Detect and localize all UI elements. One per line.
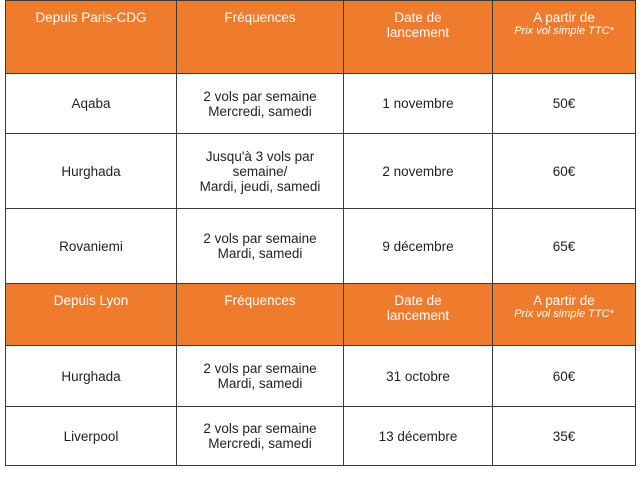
header-origin: Depuis Paris-CDG <box>6 1 177 74</box>
header-price <box>493 1 636 74</box>
header-price-line2: Prix vol simple TTC* <box>514 308 614 320</box>
destination-cell: Liverpool <box>6 407 177 466</box>
header-frequencies: Fréquences <box>177 1 344 74</box>
header-launch-date <box>344 1 493 74</box>
price-cell: 50€ <box>493 74 636 134</box>
header-price-line1: A partir de <box>533 293 595 308</box>
header-row-lyon <box>6 284 636 346</box>
frequency-line: 2 vols par semaine <box>203 88 317 104</box>
frequency-cell <box>177 134 344 209</box>
destination-cell: Hurghada <box>6 346 177 407</box>
price-cell: 60€ <box>493 134 636 209</box>
frequency-line: 2 vols par semaine <box>203 361 317 376</box>
frequency-cell <box>177 74 344 134</box>
destination-cell: Rovaniemi <box>6 209 177 284</box>
header-launch-date <box>344 284 493 346</box>
price-cell: 60€ <box>493 346 636 407</box>
table-row <box>6 407 636 466</box>
price-cell: 35€ <box>493 407 636 466</box>
frequency-line: Mardi, samedi <box>217 376 303 391</box>
header-price <box>493 284 636 346</box>
frequency-line: Mardi, samedi <box>217 246 303 261</box>
table-row <box>6 209 636 284</box>
destination-cell: Hurghada <box>6 134 177 209</box>
table-row <box>6 346 636 407</box>
header-launch-line1: Date de <box>394 10 442 25</box>
frequency-line: Mardi, jeudi, samedi <box>199 178 321 194</box>
header-price-line2: Prix vol simple TTC* <box>514 25 614 37</box>
frequency-line: 2 vols par semaine <box>203 421 317 436</box>
launch-date-cell: 31 octobre <box>344 346 493 407</box>
frequency-line: 2 vols par semaine <box>203 231 317 246</box>
header-frequencies: Fréquences <box>177 284 344 346</box>
header-price-line1: A partir de <box>533 10 595 25</box>
launch-date-cell: 13 décembre <box>344 407 493 466</box>
frequency-cell <box>177 209 344 284</box>
destination-cell: Aqaba <box>6 74 177 134</box>
launch-date-cell: 1 novembre <box>344 74 493 134</box>
header-row-paris <box>6 1 636 74</box>
flights-table <box>5 0 636 466</box>
header-origin: Depuis Lyon <box>6 284 177 346</box>
frequency-line: Mercredi, samedi <box>208 103 312 119</box>
header-launch-line2: lancement <box>386 308 450 323</box>
header-launch-line1: Date de <box>394 293 442 308</box>
frequency-cell <box>177 346 344 407</box>
launch-date-cell: 9 décembre <box>344 209 493 284</box>
table-row <box>6 74 636 134</box>
frequency-line: semaine/ <box>232 163 288 179</box>
price-cell: 65€ <box>493 209 636 284</box>
frequency-line: Mercredi, samedi <box>208 436 312 451</box>
launch-date-cell: 2 novembre <box>344 134 493 209</box>
table-row <box>6 134 636 209</box>
header-launch-line2: lancement <box>386 25 450 40</box>
frequency-cell <box>177 407 344 466</box>
frequency-line: Jusqu'à 3 vols par <box>205 148 315 164</box>
